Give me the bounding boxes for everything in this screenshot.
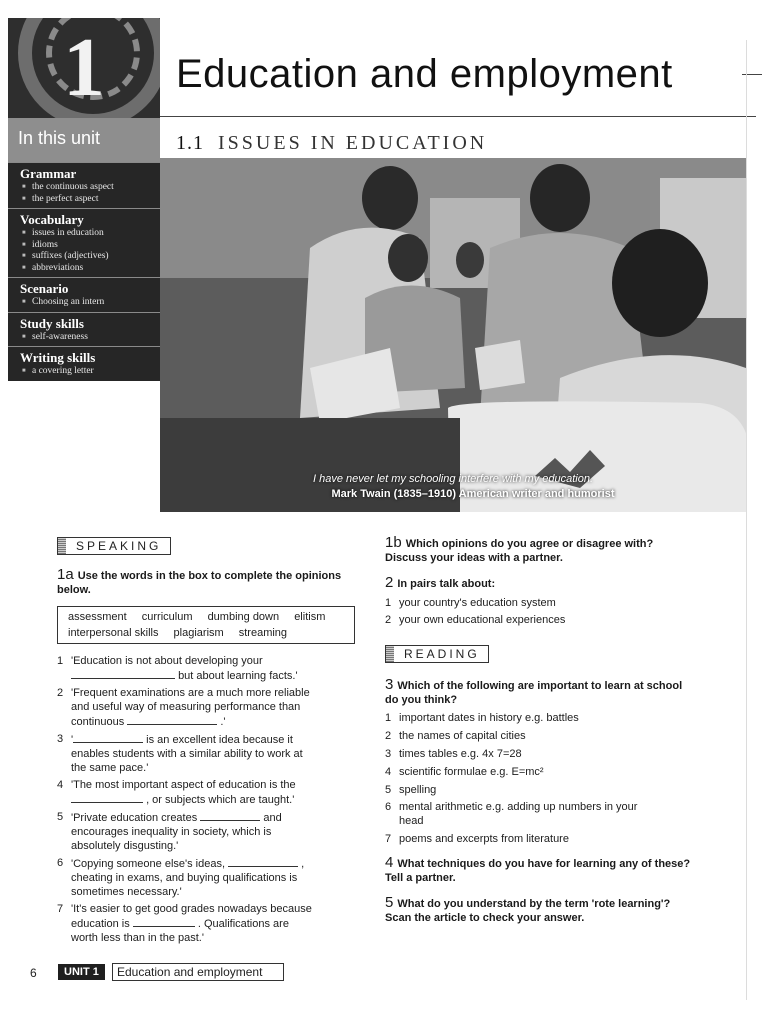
question-1a: [57, 568, 357, 597]
sidebar-group-title: Study skills: [20, 315, 84, 331]
item-line: worth less than in the past.': [71, 932, 204, 944]
sidebar-list-item: ■ the continuous aspect: [20, 182, 160, 194]
tag-label: READING: [404, 647, 480, 661]
item-number: 1: [385, 712, 392, 724]
q2-item: [385, 613, 685, 627]
question-text: In pairs talk about:: [397, 578, 496, 590]
quote-attribution: Mark Twain (1835–1910) American writer and humorist: [331, 488, 615, 500]
item-text: head: [399, 815, 424, 827]
item-line: the same pace.': [71, 762, 149, 774]
item-line: [71, 668, 357, 683]
item-line-text: , or subjects which are taught.': [146, 794, 295, 806]
sidebar-list-item: ■ abbreviations: [20, 263, 160, 275]
sidebar-group-writing-skills: [8, 346, 160, 381]
section-number: 1.1: [176, 132, 204, 154]
item-number: 1: [57, 655, 64, 667]
opinion-item-7: [57, 902, 357, 945]
item-line: 'Frequent examinations are a much more reliable: [71, 687, 310, 699]
item-line: 'The most important aspect of education is the: [71, 779, 296, 791]
word-box-line: [68, 625, 344, 641]
sidebar-list-item: ■ self-awareness: [20, 332, 160, 344]
item-line: cheating in exams, and buying qualifications is: [71, 872, 298, 884]
item-number: 1: [385, 597, 392, 609]
item-line: [71, 792, 357, 807]
item-number: 2: [385, 614, 392, 626]
title-divider: [160, 116, 756, 117]
word-box-word: plagiarism: [173, 627, 224, 639]
opinion-item-4: [57, 778, 357, 807]
footer-unit-title: Education and employment: [112, 963, 284, 981]
item-line-text: 'Copying someone else's ideas,: [71, 858, 226, 870]
opinion-item-5: [57, 810, 357, 853]
item-text: times tables e.g. 4x 7=28: [399, 748, 522, 760]
word-box-word: dumbing down: [207, 611, 280, 623]
answer-blank[interactable]: [73, 732, 143, 743]
item-text: your country's education system: [399, 597, 556, 609]
item-number: 4: [385, 766, 392, 778]
word-box-word: interpersonal skills: [68, 627, 159, 639]
question-4: [385, 856, 695, 885]
photo-illustration: [160, 158, 746, 512]
item-text: spelling: [399, 784, 437, 796]
item-number: 2: [57, 687, 64, 699]
item-number: 2: [385, 730, 392, 742]
q3-item: [385, 747, 695, 761]
item-number: 7: [385, 833, 392, 845]
question-number: 1a: [57, 566, 74, 583]
item-number: 3: [385, 748, 392, 760]
sidebar-list-item: ■ the perfect aspect: [20, 194, 160, 206]
item-line: absolutely disgusting.': [71, 840, 179, 852]
question-text: What techniques do you have for learning any of these? Tell a partner.: [385, 858, 691, 884]
word-box-word: assessment: [68, 611, 127, 623]
q3-item: [385, 783, 695, 797]
question-text: Which opinions do you agree or disagree with? Discuss your ideas with a partner.: [385, 538, 654, 564]
page-number: 6: [30, 966, 37, 980]
question-number: 3: [385, 676, 394, 693]
page-edge-line: [746, 40, 747, 1000]
page-title: Education and employment: [176, 52, 673, 96]
answer-blank[interactable]: [127, 714, 217, 725]
item-line: sometimes necessary.': [71, 886, 182, 898]
item-number: 3: [57, 733, 64, 745]
item-line: enables students with a similar ability to work at: [71, 748, 303, 760]
sidebar-list-item: ■ suffixes (adjectives): [20, 251, 160, 263]
word-box: [57, 606, 355, 644]
answer-blank[interactable]: [71, 668, 175, 679]
question-text: Which of the following are important to learn at school do you think?: [385, 680, 683, 706]
answer-blank[interactable]: [200, 810, 260, 821]
sidebar-group-title: Vocabulary: [20, 212, 84, 227]
item-line-text: continuous: [71, 716, 125, 728]
question-text: What do you understand by the term 'rote learning'? Scan the article to check your answer.: [385, 898, 671, 924]
sidebar-group-scenario: [8, 277, 160, 312]
answer-blank[interactable]: [133, 916, 195, 927]
classroom-photo: [160, 158, 746, 512]
item-line: continuous .': [71, 716, 226, 728]
question-number: 2: [385, 574, 394, 591]
question-5: [385, 896, 695, 925]
item-line: [71, 916, 357, 931]
photo-caption: [160, 472, 746, 502]
unit-contents-sidebar: [8, 118, 160, 381]
word-box-word: elitism: [294, 611, 326, 623]
item-line: [71, 856, 357, 871]
item-line: [71, 810, 357, 825]
unit-number: 1: [63, 21, 105, 114]
sidebar-group-grammar: [8, 162, 160, 208]
word-box-word: streaming: [238, 627, 288, 639]
item-line-text: is an excellent idea because it: [146, 734, 293, 746]
question-3: [385, 678, 685, 707]
item-line: 'Education is not about developing your: [71, 655, 263, 667]
opinion-item-1: [57, 654, 357, 683]
tag-label: SPEAKING: [76, 539, 162, 553]
word-box-line: [68, 609, 344, 625]
item-line-text: and: [263, 812, 282, 824]
q2-item: [385, 596, 685, 610]
question-text: Use the words in the box to complete the opinions below.: [57, 570, 342, 596]
sidebar-heading: In this unit: [8, 118, 160, 162]
footer-unit-label: UNIT 1: [58, 964, 105, 980]
item-line-text: . Qualifications are: [197, 918, 289, 930]
q3-item: [385, 832, 695, 846]
speaking-tag: [57, 537, 171, 555]
sidebar-list-item: ■ idioms: [20, 240, 160, 252]
sidebar-group-title: Writing skills: [20, 350, 96, 365]
sidebar-group-title: Grammar: [20, 166, 77, 181]
item-line: and useful way of measuring performance than: [71, 701, 301, 713]
question-1b: [385, 536, 685, 565]
item-text: poems and excerpts from literature: [399, 833, 569, 845]
sidebar-group-study-skills: [8, 312, 160, 347]
q3-item-continuation: [385, 814, 695, 828]
title-tick-mark: [742, 74, 762, 75]
q3-item: [385, 729, 695, 743]
item-line: encourages inequality in society, which is: [71, 826, 272, 838]
item-number: 5: [57, 811, 64, 823]
item-line: 'It's easier to get good grades nowadays because: [71, 903, 312, 915]
item-number: 4: [57, 779, 64, 791]
item-line-text: education is: [71, 918, 130, 930]
item-text: important dates in history e.g. battles: [399, 712, 579, 724]
question-number: 5: [385, 894, 394, 911]
item-line: ' is an excellent idea because it: [71, 734, 293, 746]
question-number: 4: [385, 854, 394, 871]
sidebar-group-vocabulary: [8, 208, 160, 277]
opinion-item-3: [57, 732, 357, 775]
quote-text: I have never let my schooling interfere with my education.: [312, 473, 594, 485]
answer-blank[interactable]: [71, 792, 143, 803]
answer-blank[interactable]: [228, 856, 298, 867]
question-number: 1b: [385, 534, 402, 551]
sidebar-list-item: ■ Choosing an intern: [20, 297, 160, 309]
opinion-item-6: [57, 856, 357, 899]
sidebar-group-title: Scenario: [20, 281, 69, 296]
item-line-text: but about learning facts.': [178, 670, 298, 682]
item-number: 6: [57, 857, 64, 869]
item-text: your own educational experiences: [399, 614, 566, 626]
item-line-text: 'Private education creates: [71, 812, 198, 824]
item-text: mental arithmetic e.g. adding up numbers in your: [399, 801, 638, 813]
sidebar-list-item: ■ a covering letter: [20, 366, 160, 378]
opinion-item-2: [57, 686, 357, 729]
unit-number-badge: [8, 18, 160, 118]
item-text: the names of capital cities: [399, 730, 526, 742]
item-number: 5: [385, 784, 392, 796]
section-title: ISSUES IN EDUCATION: [218, 132, 488, 154]
reading-tag: [385, 645, 489, 663]
item-number: 7: [57, 903, 64, 915]
tag-bar: [386, 646, 394, 662]
sidebar-list-item: ■ issues in education: [20, 228, 160, 240]
item-text: scientific formulae e.g. E=mc²: [399, 766, 544, 778]
item-number: 6: [385, 801, 392, 813]
q3-item: [385, 765, 695, 779]
q3-item: [385, 800, 695, 814]
word-box-word: curriculum: [141, 611, 193, 623]
question-2: [385, 576, 685, 591]
item-line-text: ,: [301, 858, 305, 870]
q3-item: [385, 711, 695, 725]
section-heading: [176, 132, 487, 155]
tag-bar: [58, 538, 66, 554]
